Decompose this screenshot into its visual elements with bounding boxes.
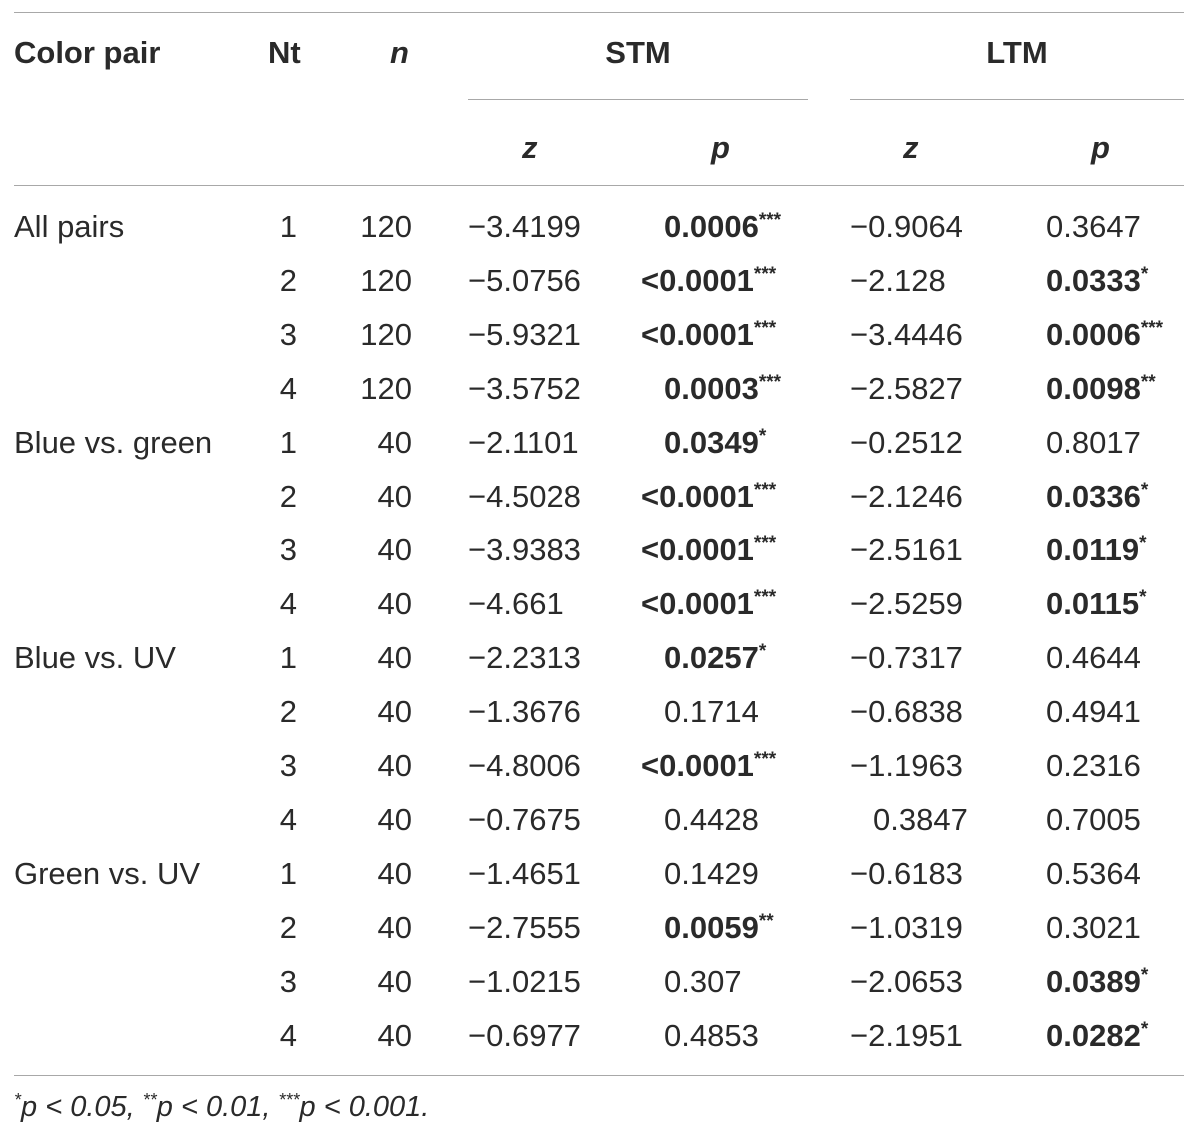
row-16-stm-p-value: 0.4853: [664, 1018, 759, 1053]
row-9-group: Blue vs. UV: [14, 640, 176, 675]
header-stm: STM: [605, 35, 671, 70]
row-11-stm-z: −4.8006: [468, 748, 581, 783]
row-7-stm-z: −3.9383: [468, 532, 581, 567]
row-4-stm-p-significance: ***: [758, 372, 782, 393]
row-14-stm-p: [664, 910, 774, 951]
row-9-ltm-z: −0.7317: [850, 640, 963, 675]
row-15-ltm-p-significance: *: [1140, 965, 1149, 986]
row-8-n: 40: [377, 586, 412, 621]
row-2-nt: 2: [279, 263, 297, 298]
row-7-stm-p-significance: ***: [753, 533, 777, 554]
row-13-ltm-z: −0.6183: [850, 856, 963, 891]
row-7-ltm-p-value: 0.0119: [1046, 532, 1140, 567]
row-16-ltm-p: [1046, 1018, 1148, 1059]
header-stm-z: z: [522, 130, 538, 165]
row-8-ltm-p: [1046, 586, 1147, 627]
row-6-ltm-z: −2.1246: [850, 479, 963, 514]
row-5-group: Blue vs. green: [14, 425, 213, 460]
ltm-underline: [850, 99, 1184, 100]
row-3-n: 120: [360, 317, 412, 352]
row-5-nt: 1: [279, 425, 297, 460]
row-1-stm-z: −3.4199: [468, 209, 581, 244]
row-15-stm-p-value: 0.307: [664, 964, 742, 999]
row-1-stm-p-value: 0.0006: [664, 209, 759, 244]
row-6-stm-p-value: <0.0001: [641, 479, 754, 514]
footnote-sym-2: **: [142, 1090, 157, 1110]
row-2-ltm-p-significance: *: [1140, 264, 1149, 285]
footnote-text-1: p < 0.05,: [21, 1091, 143, 1123]
row-16-stm-p: [664, 1018, 759, 1059]
row-9-stm-p-value: 0.0257: [664, 640, 759, 675]
row-15-ltm-p-value: 0.0389: [1046, 964, 1141, 999]
row-6-ltm-p: [1046, 479, 1148, 520]
row-12-stm-p: [664, 802, 759, 843]
row-15-ltm-p: [1046, 964, 1148, 1005]
row-3-nt: 3: [279, 317, 297, 352]
row-1-stm-p-significance: ***: [758, 210, 782, 231]
footnote: [14, 1090, 429, 1127]
stm-underline: [468, 99, 808, 100]
row-2-ltm-p: [1046, 263, 1148, 304]
row-9-stm-p: [664, 640, 766, 681]
row-6-stm-p: [641, 479, 776, 520]
footnote-text-3: p < 0.001.: [299, 1091, 430, 1123]
row-7-ltm-z: −2.5161: [850, 532, 963, 567]
row-7-stm-p: [641, 532, 776, 573]
row-11-nt: 3: [279, 748, 297, 783]
row-2-stm-p-significance: ***: [753, 264, 777, 285]
row-13-stm-z: −1.4651: [468, 856, 581, 891]
row-16-n: 40: [377, 1018, 412, 1053]
row-11-n: 40: [377, 748, 412, 783]
row-10-ltm-p-value: 0.4941: [1046, 694, 1141, 729]
row-4-stm-z: −3.5752: [468, 371, 581, 406]
row-1-ltm-p: [1046, 209, 1141, 250]
row-16-stm-z: −0.6977: [468, 1018, 581, 1053]
row-8-ltm-z: −2.5259: [850, 586, 963, 621]
row-16-nt: 4: [279, 1018, 297, 1053]
row-6-n: 40: [377, 479, 412, 514]
row-6-stm-p-significance: ***: [753, 480, 777, 501]
row-15-nt: 3: [279, 964, 297, 999]
row-15-stm-p: [664, 964, 742, 1005]
row-7-ltm-p: [1046, 532, 1147, 573]
row-10-nt: 2: [279, 694, 297, 729]
row-1-ltm-z: −0.9064: [850, 209, 963, 244]
header-color-pair: Color pair: [14, 35, 161, 70]
row-3-stm-z: −5.9321: [468, 317, 581, 352]
row-14-n: 40: [377, 910, 412, 945]
row-11-ltm-p-value: 0.2316: [1046, 748, 1141, 783]
row-7-n: 40: [377, 532, 412, 567]
row-12-stm-z: −0.7675: [468, 802, 581, 837]
row-2-stm-z: −5.0756: [468, 263, 581, 298]
row-10-stm-p-value: 0.1714: [664, 694, 759, 729]
row-9-nt: 1: [279, 640, 297, 675]
row-14-stm-p-significance: **: [758, 911, 774, 932]
row-5-stm-p-value: 0.0349: [664, 425, 759, 460]
row-5-ltm-p-value: 0.8017: [1046, 425, 1141, 460]
row-10-ltm-z: −0.6838: [850, 694, 963, 729]
row-5-n: 40: [377, 425, 412, 460]
footnote-sym-3: ***: [278, 1090, 300, 1110]
row-3-ltm-p-value: 0.0006: [1046, 317, 1141, 352]
row-10-stm-p: [664, 694, 759, 735]
row-1-stm-p: [664, 209, 781, 250]
row-1-n: 120: [360, 209, 412, 244]
row-5-ltm-p: [1046, 425, 1141, 466]
row-11-stm-p: [641, 748, 776, 789]
row-8-nt: 4: [279, 586, 297, 621]
row-5-stm-p: [664, 425, 766, 466]
row-12-ltm-p: [1046, 802, 1141, 843]
row-8-stm-p-significance: ***: [753, 587, 777, 608]
row-2-stm-p-value: <0.0001: [641, 263, 754, 298]
row-12-stm-p-value: 0.4428: [664, 802, 759, 837]
row-4-n: 120: [360, 371, 412, 406]
row-14-ltm-z: −1.0319: [850, 910, 963, 945]
row-14-stm-z: −2.7555: [468, 910, 581, 945]
row-14-stm-p-value: 0.0059: [664, 910, 759, 945]
row-5-stm-p-significance: *: [758, 426, 767, 447]
row-12-ltm-z: 0.3847: [873, 802, 968, 837]
row-13-ltm-p-value: 0.5364: [1046, 856, 1141, 891]
top-rule: [14, 12, 1184, 13]
row-1-nt: 1: [279, 209, 297, 244]
row-13-stm-p: [664, 856, 759, 897]
header-stm-p: p: [711, 130, 730, 165]
row-15-n: 40: [377, 964, 412, 999]
row-9-stm-p-significance: *: [758, 641, 767, 662]
row-7-stm-p-value: <0.0001: [641, 532, 754, 567]
header-ltm-z: z: [903, 130, 919, 165]
header-ltm-p: p: [1091, 130, 1110, 165]
row-16-ltm-p-significance: *: [1140, 1019, 1149, 1040]
row-2-n: 120: [360, 263, 412, 298]
row-9-stm-z: −2.2313: [468, 640, 581, 675]
row-8-ltm-p-significance: *: [1139, 587, 1147, 608]
row-4-nt: 4: [279, 371, 297, 406]
row-1-ltm-p-value: 0.3647: [1046, 209, 1141, 244]
row-7-nt: 3: [279, 532, 297, 567]
row-13-n: 40: [377, 856, 412, 891]
row-6-stm-z: −4.5028: [468, 479, 581, 514]
row-9-ltm-p-value: 0.4644: [1046, 640, 1141, 675]
row-2-stm-p: [641, 263, 776, 304]
row-4-ltm-z: −2.5827: [850, 371, 963, 406]
row-8-ltm-p-value: 0.0115: [1046, 586, 1140, 621]
row-3-stm-p-value: <0.0001: [641, 317, 754, 352]
row-4-ltm-p: [1046, 371, 1156, 412]
row-5-stm-z: −2.1101: [468, 425, 579, 460]
row-16-ltm-p-value: 0.0282: [1046, 1018, 1141, 1053]
row-13-ltm-p: [1046, 856, 1141, 897]
row-4-stm-p-value: 0.0003: [664, 371, 759, 406]
row-11-stm-p-significance: ***: [753, 749, 777, 770]
row-14-ltm-p-value: 0.3021: [1046, 910, 1141, 945]
row-12-n: 40: [377, 802, 412, 837]
row-11-ltm-p: [1046, 748, 1141, 789]
row-3-ltm-z: −3.4446: [850, 317, 963, 352]
row-6-ltm-p-significance: *: [1140, 480, 1149, 501]
row-7-ltm-p-significance: *: [1139, 533, 1147, 554]
footnote-sym-1: *: [14, 1090, 22, 1110]
row-12-nt: 4: [279, 802, 297, 837]
row-3-ltm-p: [1046, 317, 1163, 358]
row-11-stm-p-value: <0.0001: [641, 748, 754, 783]
row-11-ltm-z: −1.1963: [850, 748, 963, 783]
row-16-ltm-z: −2.1951: [850, 1018, 963, 1053]
row-15-ltm-z: −2.0653: [850, 964, 963, 999]
header-ltm: LTM: [986, 35, 1048, 70]
footnote-text-2: p < 0.01,: [156, 1091, 279, 1123]
row-1-group: All pairs: [14, 209, 125, 244]
row-9-ltm-p: [1046, 640, 1141, 681]
row-3-stm-p: [641, 317, 776, 358]
row-6-nt: 2: [279, 479, 297, 514]
row-2-ltm-z: −2.128: [850, 263, 946, 298]
row-4-stm-p: [664, 371, 781, 412]
row-4-ltm-p-significance: **: [1140, 372, 1156, 393]
row-4-ltm-p-value: 0.0098: [1046, 371, 1141, 406]
header-bottom-rule: [14, 185, 1184, 186]
row-15-stm-z: −1.0215: [468, 964, 581, 999]
row-8-stm-p: [641, 586, 776, 627]
row-8-stm-p-value: <0.0001: [641, 586, 754, 621]
row-13-group: Green vs. UV: [14, 856, 201, 891]
row-10-ltm-p: [1046, 694, 1141, 735]
row-5-ltm-z: −0.2512: [850, 425, 963, 460]
header-n: n: [390, 35, 409, 70]
row-12-ltm-p-value: 0.7005: [1046, 802, 1141, 837]
row-13-stm-p-value: 0.1429: [664, 856, 759, 891]
row-10-n: 40: [377, 694, 412, 729]
row-14-nt: 2: [279, 910, 297, 945]
row-2-ltm-p-value: 0.0333: [1046, 263, 1141, 298]
row-8-stm-z: −4.661: [468, 586, 564, 621]
row-3-ltm-p-significance: ***: [1140, 318, 1164, 339]
row-13-nt: 1: [279, 856, 297, 891]
row-6-ltm-p-value: 0.0336: [1046, 479, 1141, 514]
row-9-n: 40: [377, 640, 412, 675]
header-nt: Nt: [268, 35, 301, 70]
row-3-stm-p-significance: ***: [753, 318, 777, 339]
row-10-stm-z: −1.3676: [468, 694, 581, 729]
row-14-ltm-p: [1046, 910, 1141, 951]
table-bottom-rule: [14, 1075, 1184, 1076]
